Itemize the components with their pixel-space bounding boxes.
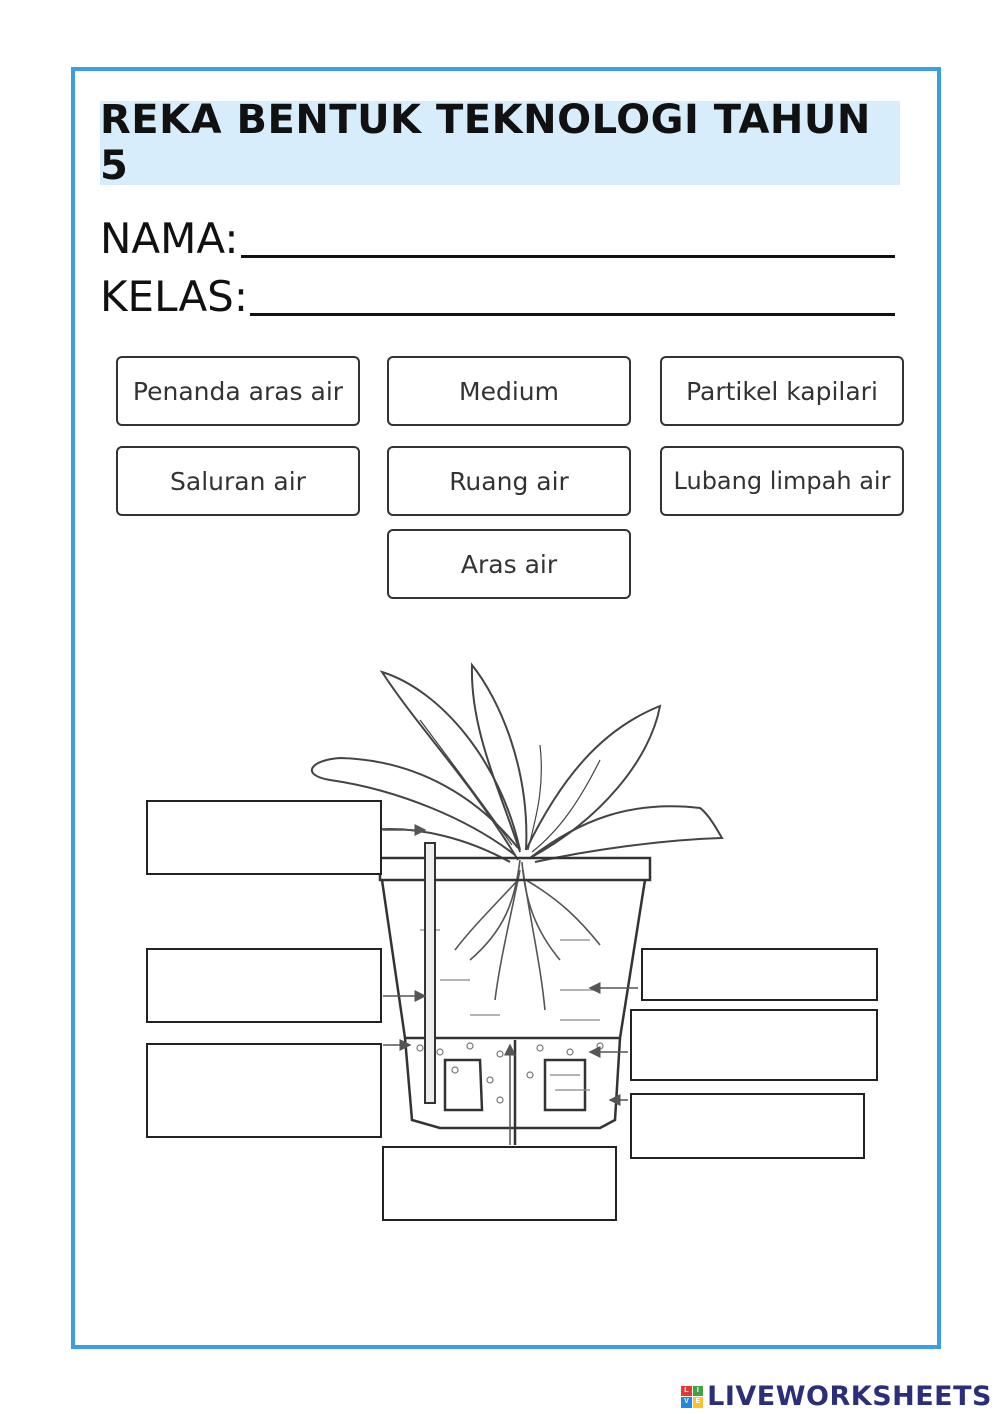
- word-chip-penanda-aras-air[interactable]: Penanda aras air: [116, 356, 360, 426]
- answer-box-6[interactable]: [630, 1009, 878, 1081]
- answer-box-3[interactable]: [146, 1043, 382, 1138]
- nama-line[interactable]: [241, 255, 895, 258]
- word-chip-medium[interactable]: Medium: [387, 356, 631, 426]
- word-chip-partikel-kapilari[interactable]: Partikel kapilari: [660, 356, 904, 426]
- nama-field[interactable]: [100, 206, 895, 266]
- page-title: REKA BENTUK TEKNOLOGI TAHUN 5: [100, 97, 871, 189]
- title-banner: [100, 97, 900, 189]
- liveworksheets-logo[interactable]: [681, 1381, 992, 1412]
- answer-box-5[interactable]: [641, 948, 878, 1001]
- answer-box-4[interactable]: [382, 1146, 617, 1221]
- liveworksheets-icon: L I V E: [681, 1386, 703, 1408]
- answer-box-7[interactable]: [630, 1093, 865, 1159]
- answer-box-1[interactable]: [146, 800, 382, 875]
- brand-text: LIVEWORKSHEETS: [707, 1381, 992, 1412]
- kelas-line[interactable]: [250, 313, 895, 316]
- word-chip-ruang-air[interactable]: Ruang air: [387, 446, 631, 516]
- word-chip-aras-air[interactable]: Aras air: [387, 529, 631, 599]
- word-chip-lubang-limpah-air[interactable]: Lubang limpah air: [660, 446, 904, 516]
- kelas-field[interactable]: [100, 264, 895, 324]
- nama-label: NAMA:: [100, 214, 239, 263]
- kelas-label: KELAS:: [100, 272, 248, 321]
- answer-box-2[interactable]: [146, 948, 382, 1023]
- word-chip-saluran-air[interactable]: Saluran air: [116, 446, 360, 516]
